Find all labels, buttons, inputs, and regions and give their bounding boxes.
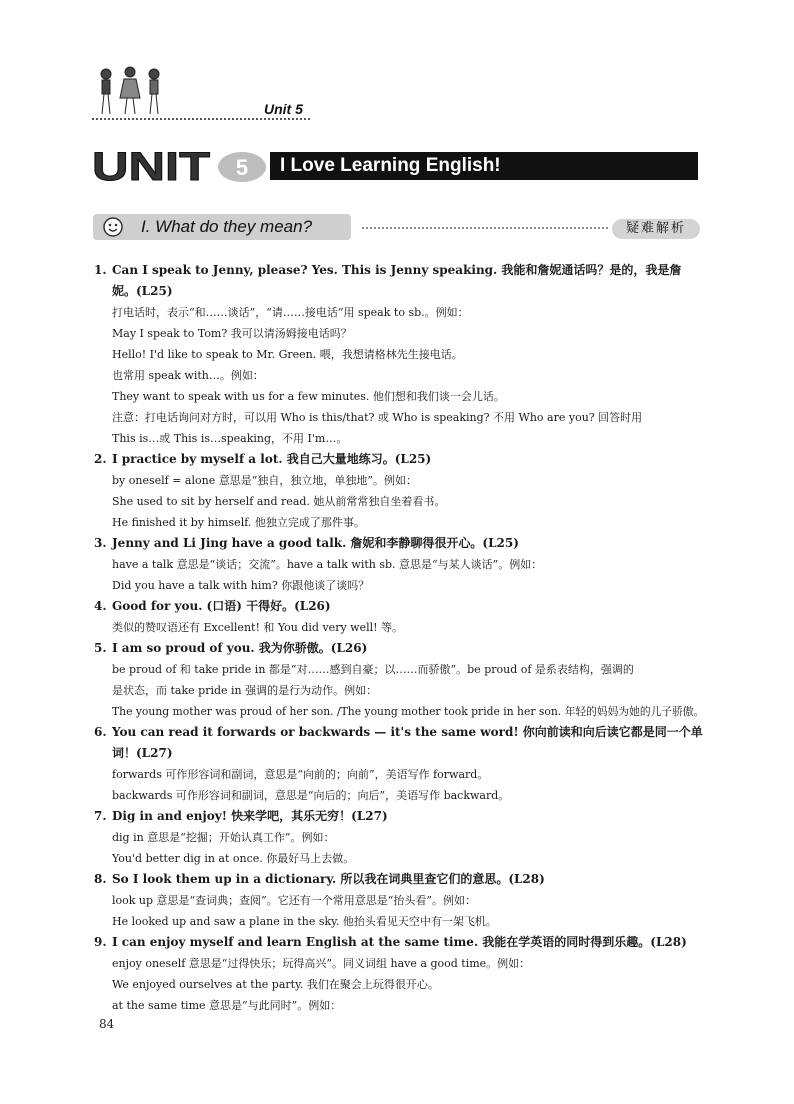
- explanation-line: Hello! I'd like to speak to Mr. Green. 喂，我想请格林先生接电话。: [112, 348, 463, 361]
- section-divider: [362, 227, 608, 229]
- content-list: [92, 260, 704, 1016]
- unit-logo-word: UNIT: [92, 146, 210, 186]
- explanation-line: dig in 意思是“挖掘；开始认真工作”。例如：: [112, 831, 335, 844]
- explanation-line: at the same time 意思是“与此同时”。例如：: [112, 999, 342, 1012]
- list-item: [92, 932, 704, 1016]
- list-item: [92, 260, 704, 449]
- item-heading: [92, 722, 704, 764]
- explanation-line: He finished it by himself. 他独立完成了那件事。: [112, 516, 365, 529]
- unit-title: I Love Learning English!: [270, 152, 698, 180]
- heading-line: 妮。(L25): [112, 284, 173, 298]
- item-number: 7.: [94, 809, 107, 823]
- heading-line: I practice by myself a lot. 我自己大量地练习。(L25): [112, 452, 432, 466]
- explanation-line: She used to sit by herself and read. 她从前常常独自坐着看书。: [112, 495, 446, 508]
- item-explanation: [92, 953, 704, 1016]
- item-heading: [92, 533, 704, 554]
- item-number: 1.: [94, 263, 107, 277]
- item-number: 6.: [94, 725, 107, 739]
- explanation-line: Did you have a talk with him? 你跟他谈了谈吗？: [112, 579, 370, 592]
- list-item: [92, 869, 704, 932]
- item-explanation: [92, 470, 704, 533]
- explanation-line: We enjoyed ourselves at the party. 我们在聚会上玩得很开心。: [112, 978, 439, 991]
- section-tag: 疑难解析: [612, 219, 700, 239]
- list-item: [92, 638, 704, 722]
- running-header: Unit 5: [264, 101, 303, 117]
- item-number: 4.: [94, 599, 107, 613]
- item-number: 3.: [94, 536, 107, 550]
- explanation-line: forwards 可作形容词和副词，意思是“向前的；向前”，美语写作 forward。: [112, 768, 489, 781]
- header-divider: [92, 118, 310, 120]
- explanation-line: 是状态，而 take pride in 强调的是行为动作。例如：: [112, 684, 378, 697]
- item-number: 2.: [94, 452, 107, 466]
- item-heading: [92, 806, 704, 827]
- item-explanation: [92, 764, 704, 806]
- list-item: [92, 722, 704, 806]
- item-explanation: [92, 302, 704, 449]
- unit-logo-number: 5: [235, 155, 249, 180]
- explanation-line: May I speak to Tom? 我可以请汤姆接电话吗？: [112, 327, 352, 340]
- list-item: [92, 533, 704, 596]
- heading-line: You can read it forwards or backwards — it's the same word! 你向前读和向后读它都是同一个单: [112, 725, 703, 739]
- item-explanation: [92, 890, 704, 932]
- explanation-line: 注意：打电话询问对方时，可以用 Who is this/that? 或 Who is speaking? 不用 Who are you? 回答时用: [112, 411, 643, 424]
- item-number: 9.: [94, 935, 107, 949]
- explanation-line: enjoy oneself 意思是“过得快乐；玩得高兴”。同义词组 have a good time。例如：: [112, 957, 531, 970]
- page-number: 84: [99, 1017, 115, 1031]
- item-heading: [92, 869, 704, 890]
- item-number: 8.: [94, 872, 107, 886]
- heading-line: Good for you. (口语) 干得好。(L26): [112, 599, 331, 613]
- explanation-line: The young mother was proud of her son. /The young mother took pride in her son. 年轻的妈妈为她的儿子骄傲。: [112, 705, 705, 718]
- item-number: 5.: [94, 641, 107, 655]
- list-item: [92, 806, 704, 869]
- heading-line: I am so proud of you. 我为你骄傲。(L26): [112, 641, 368, 655]
- heading-line: 词！(L27): [112, 746, 173, 760]
- item-explanation: [92, 554, 704, 596]
- item-explanation: [92, 827, 704, 869]
- heading-line: Jenny and Li Jing have a good talk. 詹妮和李静聊得很开心。(L25): [112, 536, 519, 550]
- explanation-line: 类似的赞叹语还有 Excellent! 和 You did very well! 等。: [112, 621, 404, 634]
- unit-logo: [92, 146, 272, 186]
- item-heading: [92, 596, 704, 617]
- item-heading: [92, 260, 704, 302]
- list-item: [92, 596, 704, 638]
- explanation-line: by oneself = alone 意思是“独自，独立地，单独地”。例如：: [112, 474, 417, 487]
- item-heading: [92, 932, 704, 953]
- item-heading: [92, 449, 704, 470]
- heading-line: Dig in and enjoy! 快来学吧，其乐无穷！(L27): [112, 809, 388, 823]
- explanation-line: They want to speak with us for a few minutes. 他们想和我们谈一会儿话。: [112, 390, 505, 403]
- explanation-line: 也常用 speak with…。例如：: [112, 369, 264, 382]
- heading-line: I can enjoy myself and learn English at the same time. 我能在学英语的同时得到乐趣。(L28): [112, 935, 687, 949]
- explanation-line: You'd better dig in at once. 你最好马上去做。: [112, 852, 355, 865]
- list-item: [92, 449, 704, 533]
- item-heading: [92, 638, 704, 659]
- explanation-line: backwards 可作形容词和副词，意思是“向后的；向后”，美语写作 backward。: [112, 789, 510, 802]
- item-explanation: [92, 617, 704, 638]
- explanation-line: 打电话时，表示“和……谈话”，“请……接电话”用 speak to sb.。例如：: [112, 306, 469, 319]
- heading-line: Can I speak to Jenny, please? Yes. This is Jenny speaking. 我能和詹妮通话吗？是的，我是詹: [112, 263, 682, 277]
- explanation-line: look up 意思是“查词典；查阅”。它还有一个常用意思是“抬头看”。例如：: [112, 894, 477, 907]
- explanation-line: This is…或 This is…speaking，不用 I'm…。: [112, 432, 348, 445]
- children-illustration: [96, 66, 166, 118]
- section-heading-box: [93, 214, 351, 240]
- explanation-line: be proud of 和 take pride in 都是“对……感到自豪；以……而骄傲”。be proud of 是系表结构，强调的: [112, 663, 634, 676]
- explanation-line: have a talk 意思是“谈话；交流”。have a talk with sb. 意思是“与某人谈话”。例如：: [112, 558, 543, 571]
- heading-line: So I look them up in a dictionary. 所以我在词典里查它们的意思。(L28): [112, 872, 545, 886]
- explanation-line: He looked up and saw a plane in the sky. 他抬头看见天空中有一架飞机。: [112, 915, 497, 928]
- item-explanation: [92, 659, 704, 722]
- section-heading: I. What do they mean?: [141, 217, 313, 236]
- smiley-icon: [101, 216, 125, 238]
